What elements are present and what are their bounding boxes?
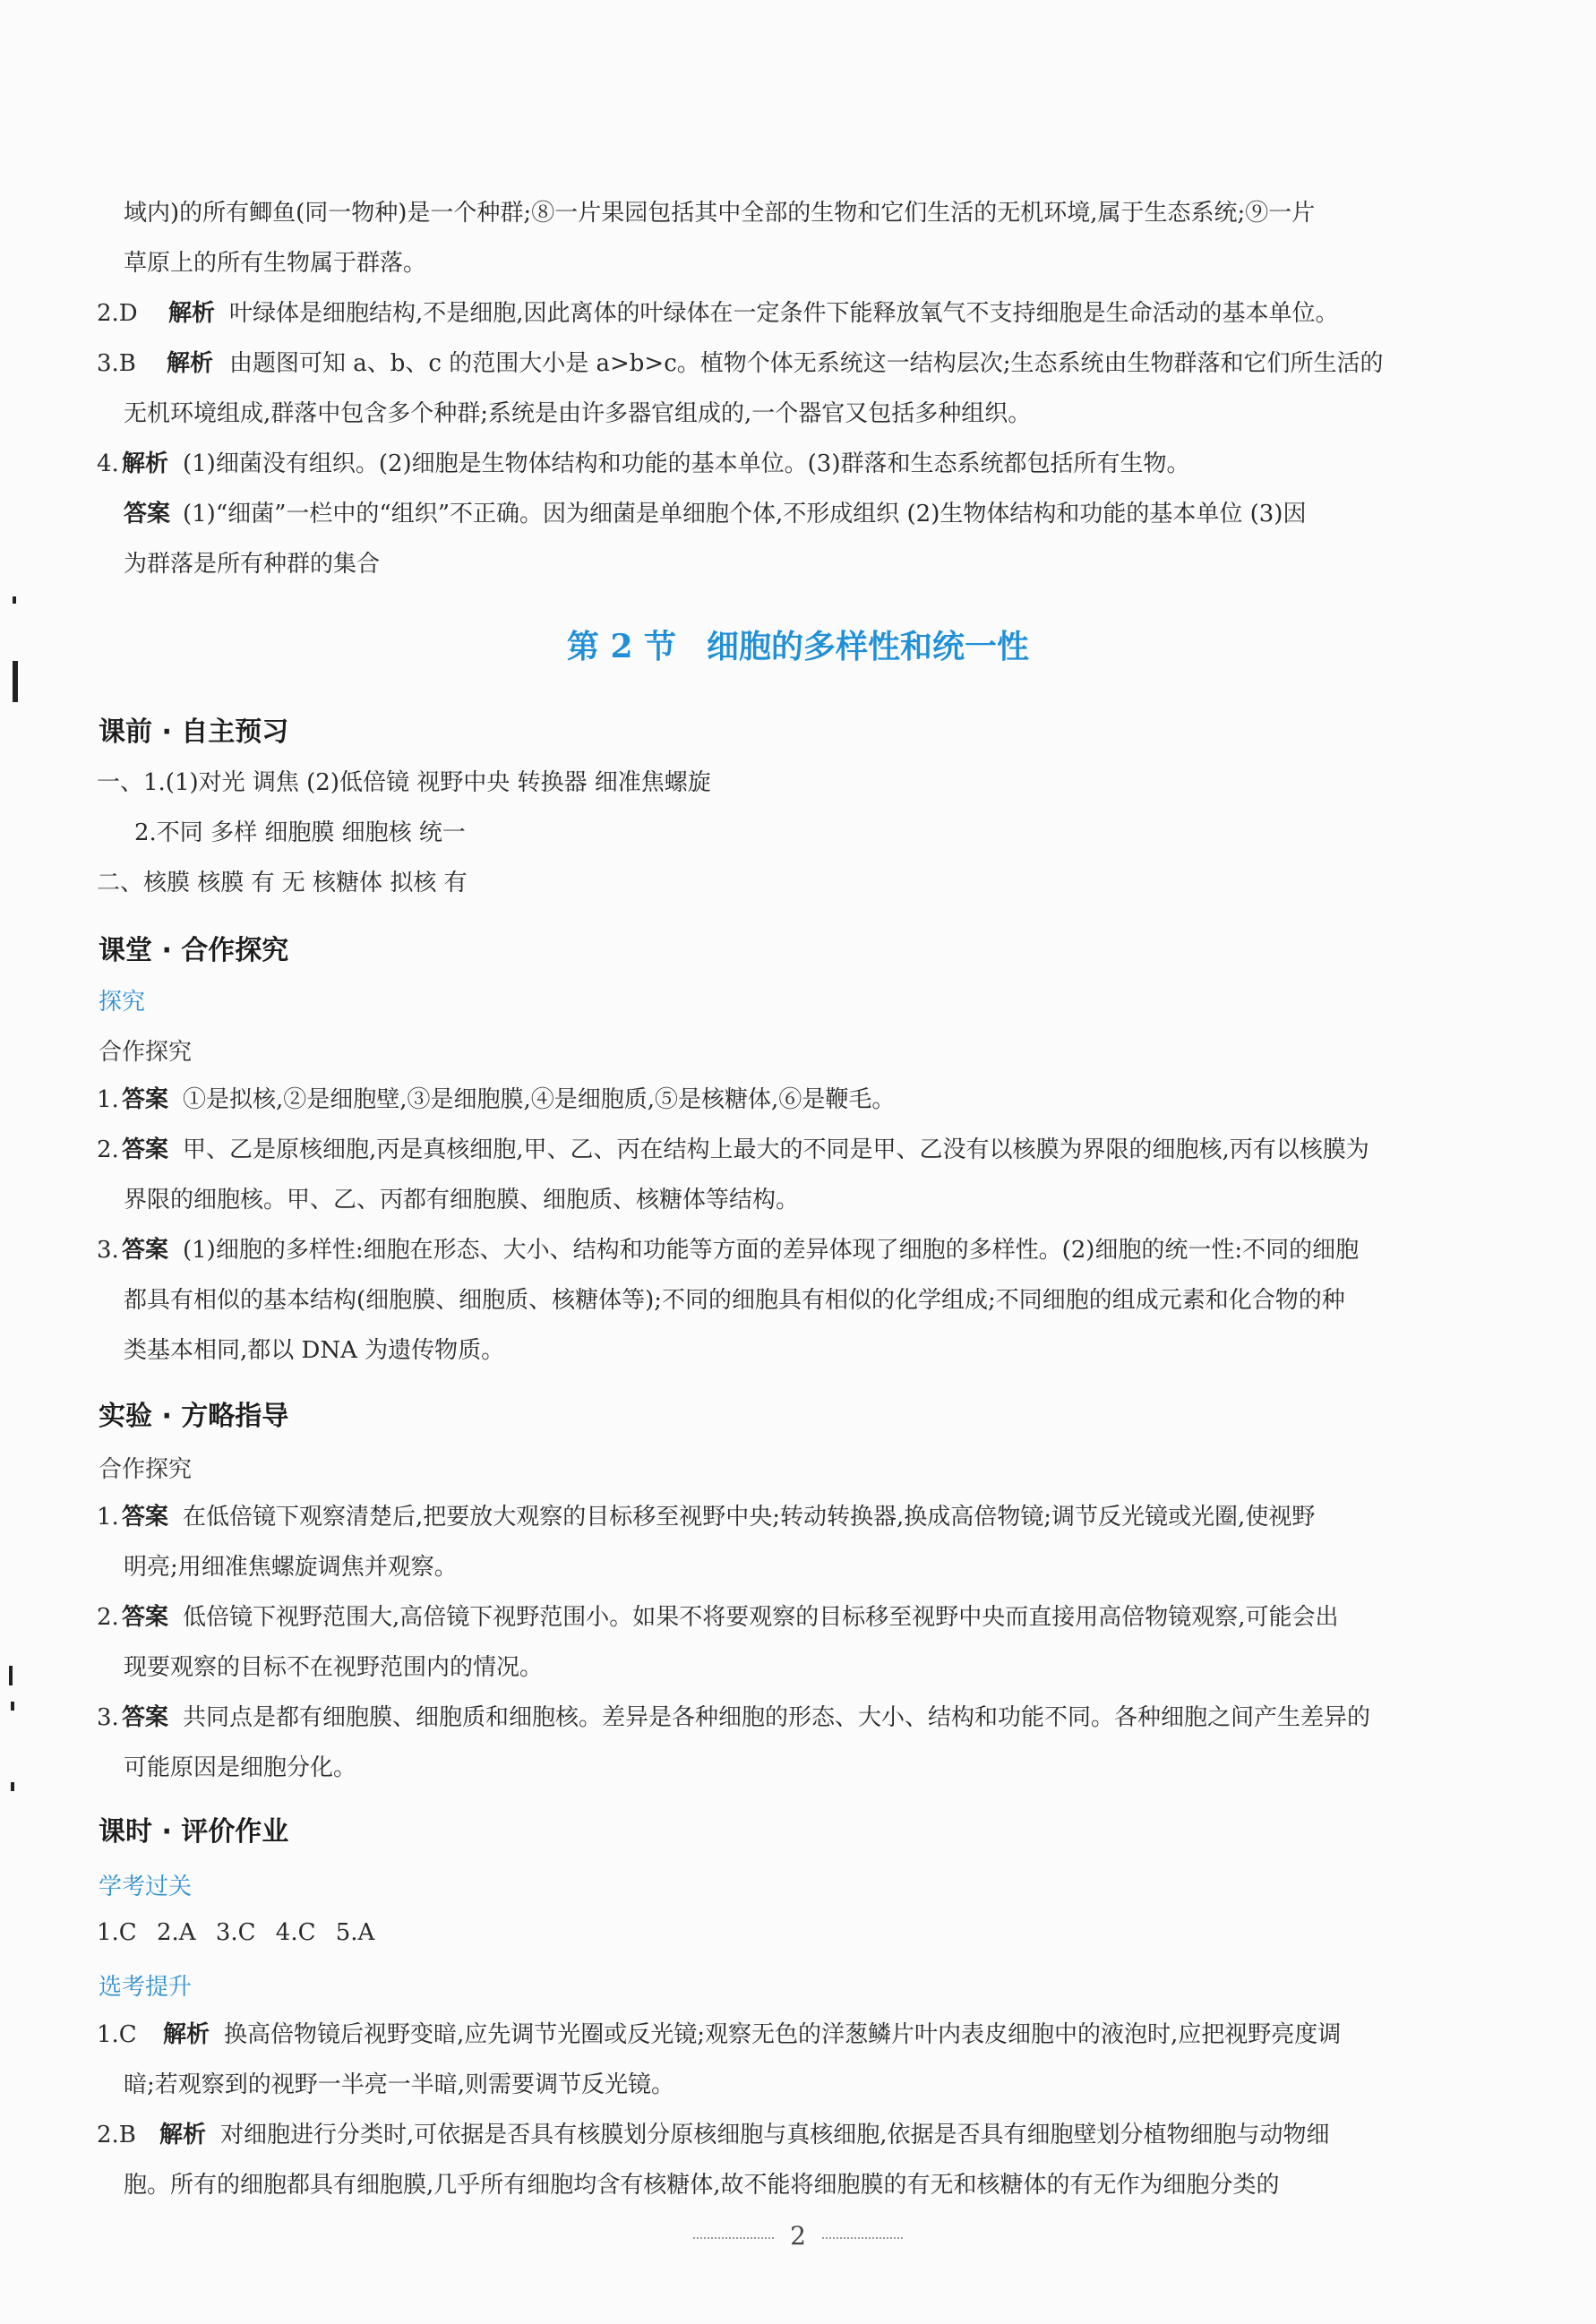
subheading-explore: 探究 <box>99 989 146 1016</box>
paragraph-text: 现要观察的目标不在视野范围内的情况。 <box>124 1654 544 1681</box>
answer-text: 在低倍镜下观察清楚后,把要放大观察的目标移至视野中央;转动转换器,换成高倍物镜;调节反光镜或光圈,使视野 <box>183 1504 1316 1531</box>
item-number: 1. <box>97 1086 119 1113</box>
choice-answers: 1.C 2.A 3.C 4.C 5.A <box>97 1919 375 1946</box>
analysis-tag: 解析 <box>168 300 216 327</box>
analysis-tag: 解析 <box>159 2122 207 2148</box>
scan-mark <box>11 1782 14 1791</box>
analysis-tag: 解析 <box>167 350 214 377</box>
scan-mark <box>13 596 16 604</box>
footer-dots-left <box>693 2237 774 2239</box>
heading-experiment: 实验 · 方略指导 <box>99 1401 289 1432</box>
heading-homework: 课时 · 评价作业 <box>99 1816 289 1848</box>
paragraph-text: 暗;若观察到的视野一半亮一半暗,则需要调节反光镜。 <box>124 2071 675 2098</box>
item-number: 1. <box>97 1504 119 1531</box>
paragraph-text: 都具有相似的基本结构(细胞膜、细胞质、核糖体等);不同的细胞具有相似的化学组成;不同细胞的组成元素和化合物的种 <box>124 1287 1345 1314</box>
item-number: 2. <box>97 1604 119 1631</box>
answer-text: 二、核膜 核膜 有 无 核糖体 拟核 有 <box>97 870 468 896</box>
page-number: 2 <box>790 2221 806 2251</box>
subheading-cooperate: 合作探究 <box>99 1039 193 1066</box>
analysis-text: (1)细菌没有组织。(2)细胞是生物体结构和功能的基本单位。(3)群落和生态系统都包括所有生物。 <box>183 450 1190 477</box>
item-number: 4. <box>97 450 119 477</box>
answer-text: 2.不同 多样 细胞膜 细胞核 统一 <box>134 819 466 846</box>
answer-text: 一、1.(1)对光 调焦 (2)低倍镜 视野中央 转换器 细准焦螺旋 <box>97 769 711 796</box>
subheading-basic: 学考过关 <box>99 1874 193 1900</box>
section-title <box>0 622 1596 667</box>
paragraph-text: 无机环境组成,群落中包含多个种群;系统是由许多器官组成的,一个器官又包括多种组织。 <box>124 400 1032 427</box>
answer-tag: 答案 <box>124 501 171 527</box>
item-number: 1.C <box>97 2021 137 2048</box>
paragraph-text: 胞。所有的细胞都具有细胞膜,几乎所有细胞均含有核糖体,故不能将细胞膜的有无和核糖体的有无作为细胞分类的 <box>124 2172 1280 2199</box>
paragraph-text: 可能原因是细胞分化。 <box>124 1754 357 1781</box>
answer-text: (1)“细菌”一栏中的“组织”不正确。因为细菌是单细胞个体,不形成组织 (2)生物体结构和功能的基本单位 (3)因 <box>183 501 1307 527</box>
paragraph-text: 类基本相同,都以 DNA 为遗传物质。 <box>124 1337 505 1364</box>
item-number: 3. <box>97 1237 119 1264</box>
item-number: 3.B <box>97 350 136 377</box>
paragraph-text: 为群落是所有种群的集合 <box>124 551 381 578</box>
answer-tag: 答案 <box>122 1136 169 1163</box>
answer-tag: 答案 <box>122 1504 169 1531</box>
answer-tag: 答案 <box>122 1604 169 1631</box>
scan-mark <box>9 1666 13 1685</box>
analysis-text: 叶绿体是细胞结构,不是细胞,因此离体的叶绿体在一定条件下能释放氧气不支持细胞是生命活动的基本单位。 <box>229 300 1339 327</box>
paragraph-text: 界限的细胞核。甲、乙、丙都有细胞膜、细胞质、核糖体等结构。 <box>124 1187 800 1213</box>
answer-text: 共同点是都有细胞膜、细胞质和细胞核。差异是各种细胞的形态、大小、结构和功能不同。各种细胞之间产生差异的 <box>183 1704 1371 1731</box>
item-number: 3. <box>97 1704 119 1731</box>
analysis-text: 换高倍物镜后视野变暗,应先调节光圈或反光镜;观察无色的洋葱鳞片叶内表皮细胞中的液泡时,应把视野亮度调 <box>224 2021 1342 2048</box>
answer-tag: 答案 <box>122 1704 169 1731</box>
footer-dots-right <box>822 2237 903 2239</box>
section-number: 第 2 节 <box>566 628 677 665</box>
paragraph-text: 草原上的所有生物属于群落。 <box>124 250 427 277</box>
answer-tag: 答案 <box>122 1086 169 1113</box>
analysis-tag: 解析 <box>163 2021 210 2048</box>
analysis-text: 对细胞进行分类时,可依据是否具有核膜划分原核细胞与真核细胞,依据是否具有细胞壁划分植物细胞与动物细 <box>220 2122 1330 2148</box>
scan-mark <box>11 1702 14 1711</box>
subheading-advanced: 选考提升 <box>99 1974 193 2001</box>
answer-text: 甲、乙是原核细胞,丙是真核细胞,甲、乙、丙在结构上最大的不同是甲、乙没有以核膜为界限的细胞核,丙有以核膜为 <box>183 1136 1369 1163</box>
subheading-cooperate: 合作探究 <box>99 1456 193 1483</box>
answer-tag: 答案 <box>122 1237 169 1264</box>
item-number: 2.D <box>97 300 138 327</box>
heading-preview: 课前 · 自主预习 <box>99 716 289 748</box>
answer-text: ①是拟核,②是细胞壁,③是细胞膜,④是细胞质,⑤是核糖体,⑥是鞭毛。 <box>183 1086 896 1113</box>
heading-classroom: 课堂 · 合作探究 <box>99 935 289 966</box>
answer-text: 低倍镜下视野范围大,高倍镜下视野范围小。如果不将要观察的目标移至视野中央而直接用高倍物镜观察,可能会出 <box>183 1604 1339 1631</box>
answer-text: (1)细胞的多样性:细胞在形态、大小、结构和功能等方面的差异体现了细胞的多样性。(2)细胞的统一性:不同的细胞 <box>183 1237 1360 1264</box>
paragraph-text: 域内)的所有鲫鱼(同一物种)是一个种群;⑧一片果园包括其中全部的生物和它们生活的无机环境,属于生态系统;⑨一片 <box>124 200 1316 227</box>
page-footer <box>0 2221 1596 2251</box>
section-name: 细胞的多样性和统一性 <box>707 628 1030 665</box>
analysis-text: 由题图可知 a、b、c 的范围大小是 a>b>c。植物个体无系统这一结构层次;生态系统由生物群落和它们所生活的 <box>229 350 1384 377</box>
analysis-tag: 解析 <box>122 450 169 477</box>
item-number: 2.B <box>97 2122 136 2148</box>
paragraph-text: 明亮;用细准焦螺旋调焦并观察。 <box>124 1554 458 1581</box>
item-number: 2. <box>97 1136 119 1163</box>
